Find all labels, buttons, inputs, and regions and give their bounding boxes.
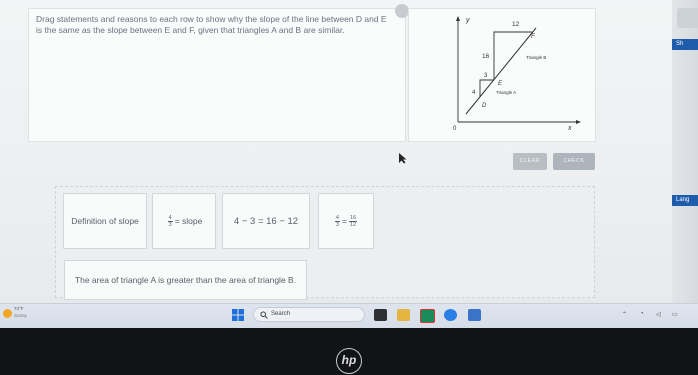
file-explorer-icon[interactable] (397, 309, 410, 321)
triangle-a-rise-label: 4 (472, 90, 476, 96)
task-view-icon[interactable] (374, 309, 387, 321)
tile-area-label: The area of triangle A is greater than the area of triangle B. (74, 275, 297, 285)
triangle-a-label: Triangle A (496, 90, 517, 95)
slope-fraction (168, 215, 173, 228)
app-icon[interactable] (468, 309, 481, 321)
mouse-cursor-icon (398, 152, 408, 164)
slope-graph (418, 10, 588, 140)
chrome-icon[interactable] (444, 309, 457, 321)
ratio-equals: = (341, 216, 347, 226)
clear-button[interactable]: CLEAR (513, 153, 547, 170)
triangle-b-label: Triangle B (526, 55, 547, 60)
ratio-left-numerator: 4 (335, 214, 339, 221)
side-tab-share[interactable] (672, 39, 698, 50)
x-axis-label: x (568, 125, 572, 132)
weather-desc: Sunny (14, 313, 27, 318)
triangle-a-run-label: 3 (484, 73, 488, 79)
search-icon (260, 311, 268, 319)
sun-icon (3, 309, 12, 318)
point-f-label: F (531, 34, 535, 40)
slope-line (466, 28, 536, 114)
y-axis-arrow-icon (456, 16, 460, 21)
taskbar-search[interactable] (253, 307, 365, 322)
point-e-label: E (498, 81, 503, 87)
tray-chevron-icon[interactable]: ⌃ (622, 312, 628, 318)
battery-icon[interactable]: ▭ (672, 312, 678, 318)
audio-icon[interactable] (395, 4, 409, 18)
y-axis-label: y (466, 17, 470, 24)
side-menu-button[interactable] (677, 8, 698, 28)
tile-equation-label: 4 − 3 = 16 − 12 (233, 215, 299, 227)
ratio-left-denominator: 3 (335, 221, 339, 228)
tile-ratio-equation[interactable] (318, 193, 374, 249)
volume-icon[interactable]: ◁ (656, 312, 661, 318)
search-label: Search (271, 311, 291, 317)
store-icon[interactable] (420, 309, 435, 323)
wifi-icon[interactable]: ◔ (640, 311, 644, 317)
tile-slope-fraction[interactable] (152, 193, 216, 249)
side-tab-language-label: Lang (676, 197, 690, 203)
tile-definition-label: Definition of slope (71, 216, 139, 226)
ratio-right-denominator: 12 (349, 221, 357, 228)
origin-label: 0 (453, 126, 457, 132)
tile-area-statement[interactable] (64, 260, 307, 300)
slope-rhs: = slope (174, 216, 203, 226)
ratio-right-fraction (349, 215, 357, 228)
weather-widget[interactable] (3, 303, 43, 325)
hp-logo-icon: hp (336, 348, 362, 374)
windows-start-icon[interactable] (232, 309, 244, 321)
check-button[interactable]: CHECK (553, 153, 595, 170)
side-tab-language[interactable] (672, 195, 698, 206)
weather-temp: 74°F (14, 306, 24, 311)
point-d-label: D (482, 103, 487, 109)
triangle-b-rise-label: 16 (482, 53, 490, 60)
tile-equation[interactable] (222, 193, 310, 249)
x-axis-arrow-icon (576, 120, 581, 124)
side-tab-share-label: Sh (676, 41, 684, 47)
tile-definition-of-slope[interactable] (63, 193, 147, 249)
ratio-right-numerator: 16 (349, 214, 357, 221)
triangle-b-run-label: 12 (512, 21, 520, 28)
question-prompt: Drag statements and reasons to each row to show why the slope of the line between D and E is the same as the slope between E and F, given that triangles A and B are similar. (36, 14, 387, 35)
slope-numerator: 4 (168, 214, 172, 221)
slope-denominator: 3 (168, 221, 172, 228)
ratio-left-fraction (335, 215, 340, 228)
